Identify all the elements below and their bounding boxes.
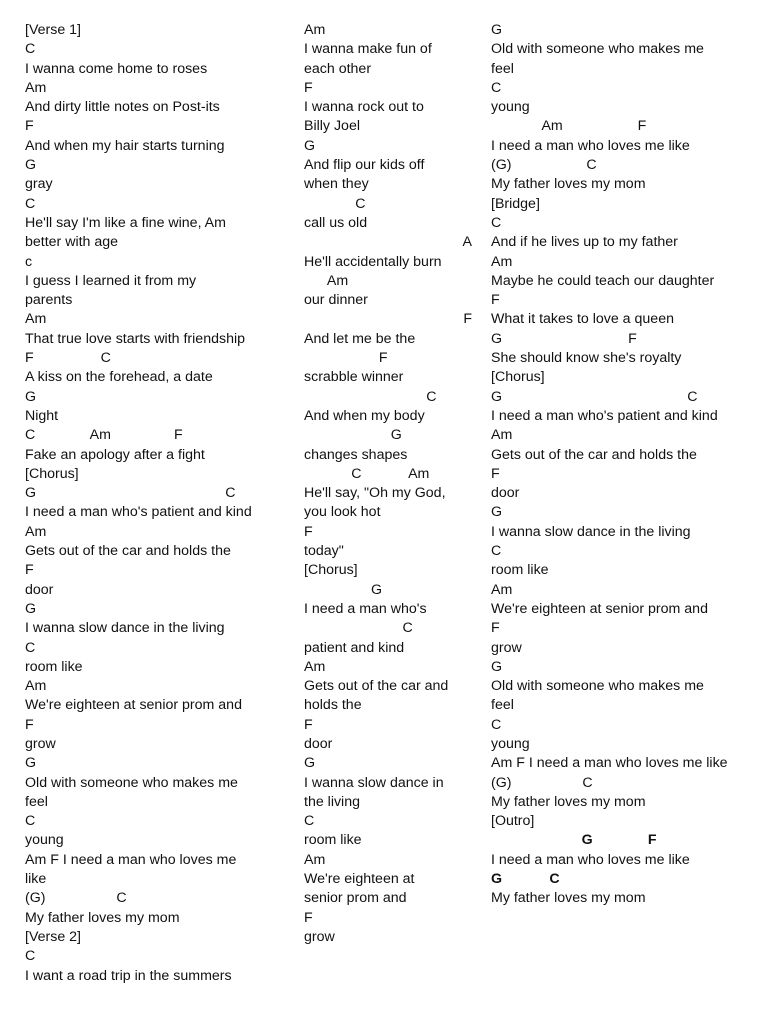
lyric-line: My father loves my mom (491, 176, 646, 193)
chord-line: (G) C (491, 774, 593, 791)
lyric-line: Maybe he could teach our daughter (491, 272, 715, 289)
lyric-line: you look hot (304, 504, 381, 521)
lyric-line: Old with someone who makes me (25, 774, 238, 791)
chord-line: C Am (304, 465, 430, 482)
lyric-line: He'll say, "Oh my God, (304, 485, 446, 502)
lyric-line: I wanna come home to roses (25, 60, 208, 77)
chord-line: c (25, 253, 33, 270)
lyric-line: I need a man who's patient and kind (491, 407, 718, 424)
chord-line: Am (304, 851, 326, 868)
chord-line: F C (25, 350, 111, 367)
chord-line: F (491, 292, 500, 309)
section-label: [Outro] (491, 813, 535, 830)
chord-line: G (304, 427, 402, 444)
chord-line: Am (25, 678, 47, 695)
lyric-line: I need a man who's patient and kind (25, 504, 252, 521)
chord-line: F (491, 465, 500, 482)
lyric-line: senior prom and (304, 890, 407, 907)
chord-line: C Am F (25, 427, 183, 444)
lyric-line: I wanna make fun of (304, 41, 432, 58)
chord-line: C (491, 79, 502, 96)
lyric-line: grow (25, 735, 56, 752)
lyric-line: feel (491, 697, 514, 714)
lyric-line: What it takes to love a queen (491, 311, 674, 328)
lyric-line: That true love starts with friendship (25, 330, 246, 347)
lyric-line: Night (25, 407, 59, 424)
lyric-line: He'll accidentally burn (304, 253, 442, 270)
chord-line: G (25, 157, 37, 174)
chord-line: G (304, 137, 316, 154)
chord-line: G (491, 658, 503, 675)
chord-line: G (25, 388, 37, 405)
lyric-line: feel (25, 793, 48, 810)
lyric-line: room like (491, 562, 549, 579)
chord-line: C (25, 41, 36, 58)
lyric-line: We're eighteen at senior prom and (25, 697, 242, 714)
lyric-line: room like (25, 658, 83, 675)
lyric-line: A kiss on the forehead, a date (25, 369, 213, 386)
lyric-line: And when my hair starts turning (25, 137, 225, 154)
lyric-line: I need a man who loves me like (491, 851, 690, 868)
lyrics-column-3 (491, 21, 753, 909)
chord-line: Am (304, 658, 326, 675)
lyric-line: young (491, 735, 530, 752)
lyric-line: gray (25, 176, 53, 193)
lyric-line: I need a man who's (304, 600, 427, 617)
chord-line: F (25, 716, 34, 733)
chord-line: C (25, 195, 36, 212)
chord-line: F (304, 79, 313, 96)
chord-line: G F (491, 330, 637, 347)
lyric-line: Gets out of the car and holds the (491, 446, 697, 463)
lyric-line: I wanna rock out to (304, 99, 424, 116)
chord-line: G (491, 504, 503, 521)
chord-line: C (25, 813, 36, 830)
lyric-line: Billy Joel (304, 118, 360, 135)
chord-line: C (491, 214, 502, 231)
chord-line: F (304, 909, 313, 926)
lyric-line: young (25, 832, 64, 849)
chord-line: G (304, 755, 316, 772)
lyric-line: And flip our kids off (304, 157, 425, 174)
lyric-line: I wanna slow dance in the living (25, 620, 225, 637)
lyric-line: holds the (304, 697, 362, 714)
chord-line: C (304, 620, 413, 637)
lyric-line: Fake an apology after a fight (25, 446, 205, 463)
chord-line: G (25, 755, 37, 772)
lyric-line: Old with someone who makes me (491, 678, 704, 695)
chord-line: G (304, 581, 383, 598)
lyric-line: We're eighteen at senior prom and (491, 600, 708, 617)
chord-line: A (462, 234, 472, 251)
chord-line: F (463, 311, 472, 328)
lyric-line: door (304, 735, 333, 752)
section-label: [Verse 2] (25, 928, 81, 945)
lyric-line: our dinner (304, 292, 368, 309)
section-label: [Chorus] (304, 562, 358, 579)
lyric-line: like (25, 871, 47, 888)
lyric-line: And dirty little notes on Post-its (25, 99, 220, 116)
lyric-line: Am F I need a man who loves me like (491, 755, 728, 772)
chord-line: C (25, 639, 36, 656)
lyric-line: patient and kind (304, 639, 405, 656)
chord-line: Am (304, 272, 349, 289)
section-label: [Verse 1] (25, 22, 81, 38)
chord-line: F (304, 523, 313, 540)
lyric-line: door (25, 581, 54, 598)
lyric-line: My father loves my mom (491, 793, 646, 810)
lyric-line: better with age (25, 234, 119, 251)
section-label: [Chorus] (491, 369, 545, 386)
lyric-line: door (491, 485, 520, 502)
lyric-line: I need a man who loves me like (491, 137, 690, 154)
lyric-line: I want a road trip in the summers (25, 967, 232, 984)
lyric-line: call us old (304, 214, 368, 231)
chord-line: C (491, 543, 502, 560)
chord-line: Am (25, 79, 47, 96)
chord-line: Am (491, 427, 513, 444)
chord-line: F (304, 716, 313, 733)
section-label: [Bridge] (491, 195, 540, 212)
chord-line: Am (25, 311, 47, 328)
lyrics-column-1 (25, 21, 293, 986)
chord-line: C (304, 195, 366, 212)
chord-line: Am (25, 523, 47, 540)
lyric-line: I guess I learned it from my (25, 272, 197, 289)
chord-line: (G) C (25, 890, 127, 907)
lyric-line: Gets out of the car and holds the (25, 543, 231, 560)
lyric-line: scrabble winner (304, 369, 404, 386)
lyric-line: She should know she's royalty (491, 350, 682, 367)
lyric-line: grow (491, 639, 522, 656)
lyric-line: I wanna slow dance in the living (491, 523, 691, 540)
chord-line: C (304, 813, 315, 830)
lyric-line: young (491, 99, 530, 116)
lyric-line: the living (304, 793, 360, 810)
chord-line: G C (491, 871, 560, 888)
lyric-line: today" (304, 543, 344, 560)
chord-line: G F (491, 832, 657, 849)
lyric-line: Gets out of the car and (304, 678, 449, 695)
chord-line: G (491, 22, 503, 38)
lyric-line: My father loves my mom (25, 909, 180, 926)
lyric-line: And if he lives up to my father (491, 234, 678, 251)
lyric-line: And when my body (304, 407, 425, 424)
chord-line: G (25, 600, 37, 617)
lyric-line: And let me be the (304, 330, 416, 347)
lyric-line: We're eighteen at (304, 871, 415, 888)
chord-line: Am (491, 253, 513, 270)
lyric-line: changes shapes (304, 446, 408, 463)
lyric-line: each other (304, 60, 372, 77)
lyric-line: feel (491, 60, 514, 77)
chord-line: G C (491, 388, 698, 405)
chord-line: (G) C (491, 157, 597, 174)
lyric-line: Am F I need a man who loves me (25, 851, 237, 868)
chord-line: C (491, 716, 502, 733)
chord-line: F (491, 620, 500, 637)
chord-line: G C (25, 485, 236, 502)
chord-line: F (25, 562, 34, 579)
chord-line: Am (491, 581, 513, 598)
lyric-line: when they (304, 176, 369, 193)
lyric-line: grow (304, 928, 335, 945)
chord-line: F (25, 118, 34, 135)
lyric-line: He'll say I'm like a fine wine, Am (25, 214, 226, 231)
chord-line: C (304, 388, 437, 405)
lyric-line: Old with someone who makes me (491, 41, 704, 58)
chord-line: Am (304, 22, 326, 38)
chord-line: Am F (491, 118, 647, 135)
lyric-line: I wanna slow dance in (304, 774, 444, 791)
chord-line: F (304, 350, 388, 367)
lyric-line: room like (304, 832, 362, 849)
chord-line: C (25, 948, 36, 965)
lyric-line: My father loves my mom (491, 890, 646, 907)
lyric-line: parents (25, 292, 73, 309)
section-label: [Chorus] (25, 465, 79, 482)
lyrics-column-2 (304, 21, 472, 947)
